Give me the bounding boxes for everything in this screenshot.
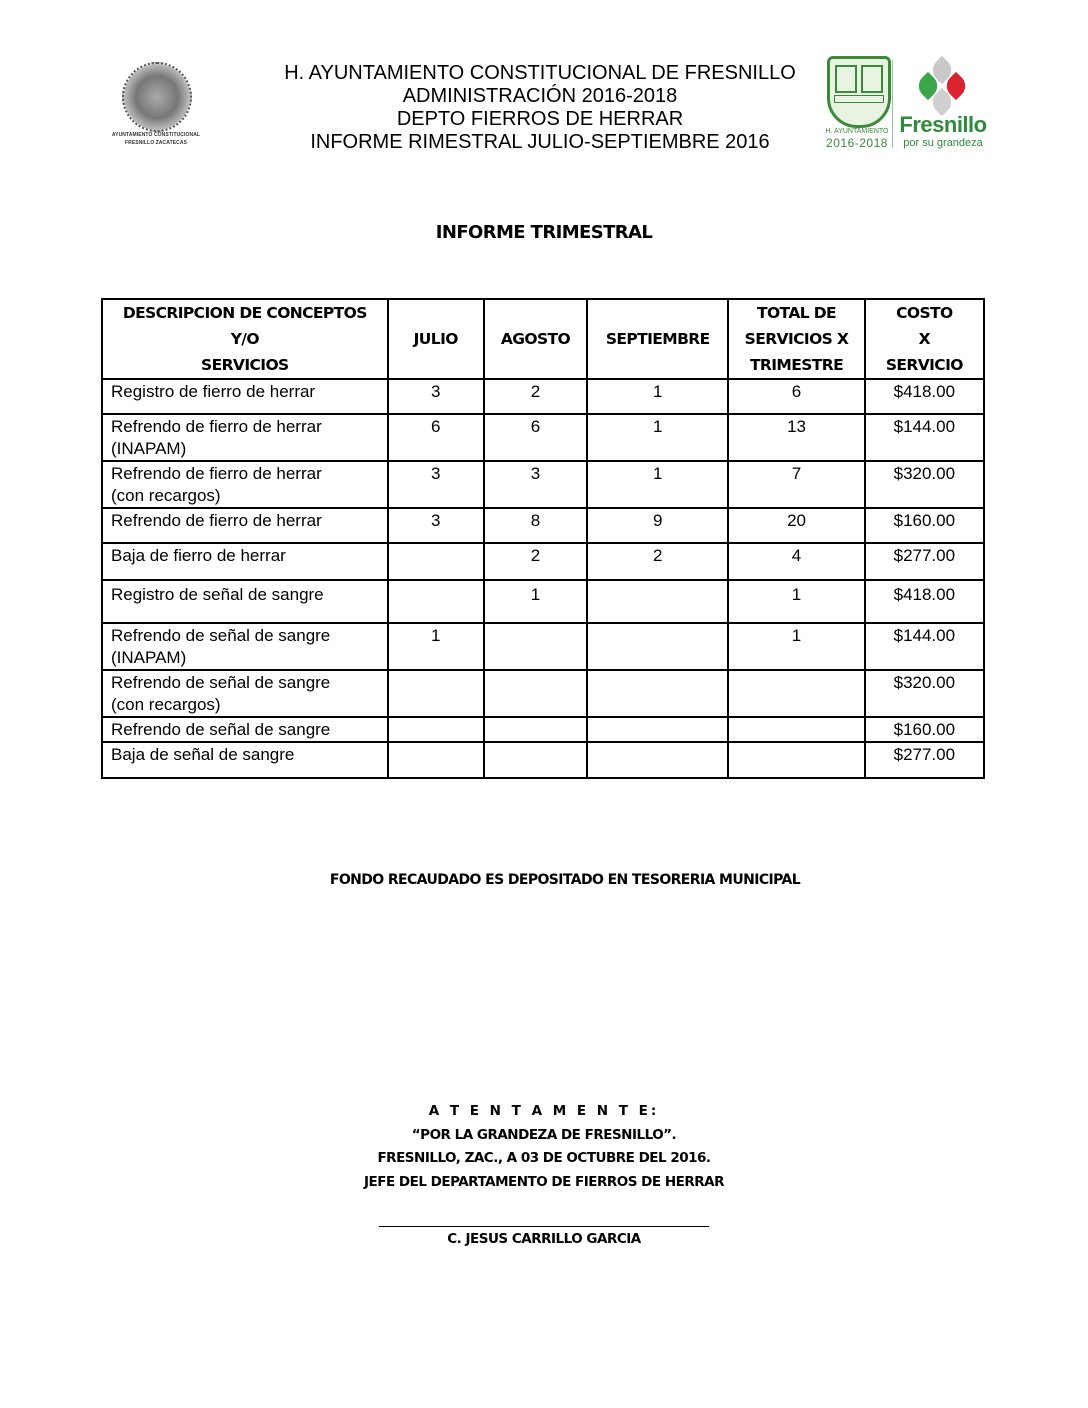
table-row xyxy=(102,414,984,461)
cell-total: 4 xyxy=(728,543,864,580)
document-header xyxy=(250,62,830,154)
cell-total: 1 xyxy=(728,623,864,670)
cell-julio xyxy=(388,670,484,717)
header-septiembre: SEPTIEMBRE xyxy=(587,299,728,379)
greeting: A T E N T A M E N T E: xyxy=(428,1103,660,1119)
cell-costo: $160.00 xyxy=(865,508,984,543)
cell-septiembre: 2 xyxy=(587,543,728,580)
signature-line xyxy=(379,1226,709,1227)
table-row xyxy=(102,742,984,778)
cell-total xyxy=(728,717,864,742)
ayuntamiento-label: H. AYUNTAMIENTO xyxy=(825,128,889,135)
coat-of-arms-icon xyxy=(122,62,192,132)
header-description: DESCRIPCION DE CONCEPTOS Y/O SERVICIOS xyxy=(102,299,388,379)
cell-septiembre xyxy=(587,717,728,742)
brand-name: Fresnillo xyxy=(899,112,987,137)
cell-agosto: 8 xyxy=(484,508,587,543)
row-description: Refrendo de señal de sangre xyxy=(102,717,388,742)
row-description: Refrendo de fierro de herrar xyxy=(102,508,388,543)
cell-total xyxy=(728,670,864,717)
cell-julio xyxy=(388,742,484,778)
municipal-shield-icon xyxy=(827,56,891,128)
cell-costo: $160.00 xyxy=(865,717,984,742)
brand-tagline: por su grandeza xyxy=(903,137,983,149)
cell-julio: 3 xyxy=(388,461,484,508)
cell-agosto: 2 xyxy=(484,543,587,580)
signer-name: C. JESUS CARRILLO GARCIA xyxy=(447,1231,641,1247)
motto: “POR LA GRANDEZA DE FRESNILLO”. xyxy=(411,1126,677,1143)
fresnillo-logo xyxy=(824,54,989,154)
cell-total: 20 xyxy=(728,508,864,543)
row-description: Refrendo de señal de sangre (con recargos) xyxy=(102,670,388,717)
cell-costo: $144.00 xyxy=(865,623,984,670)
header-julio: JULIO xyxy=(388,299,484,379)
cell-costo: $320.00 xyxy=(865,670,984,717)
cell-total xyxy=(728,742,864,778)
row-description: Baja de fierro de herrar xyxy=(102,543,388,580)
cell-agosto: 6 xyxy=(484,414,587,461)
cell-agosto: 1 xyxy=(484,580,587,623)
cell-septiembre xyxy=(587,670,728,717)
header-agosto: AGOSTO xyxy=(484,299,587,379)
header-total: TOTAL DE SERVICIOS X TRIMESTRE xyxy=(728,299,864,379)
cell-julio: 3 xyxy=(388,508,484,543)
cell-agosto xyxy=(484,623,587,670)
row-description: Registro de fierro de herrar xyxy=(102,379,388,414)
row-description: Refrendo de fierro de herrar (INAPAM) xyxy=(102,414,388,461)
left-seal xyxy=(104,62,208,150)
cell-julio xyxy=(388,543,484,580)
table-header-row xyxy=(102,299,984,379)
row-description: Registro de señal de sangre xyxy=(102,580,388,623)
cell-total: 6 xyxy=(728,379,864,414)
cell-agosto xyxy=(484,717,587,742)
signature-block xyxy=(0,1100,1088,1194)
table-row xyxy=(102,717,984,742)
report-title: INFORME TRIMESTRAL xyxy=(435,222,653,243)
cell-septiembre xyxy=(587,742,728,778)
cell-total: 13 xyxy=(728,414,864,461)
cell-septiembre: 1 xyxy=(587,379,728,414)
table-row xyxy=(102,580,984,623)
cell-septiembre: 9 xyxy=(587,508,728,543)
cell-julio: 3 xyxy=(388,379,484,414)
seal-caption-1: AYUNTAMIENTO CONSTITUCIONAL xyxy=(111,132,201,138)
cell-costo: $418.00 xyxy=(865,379,984,414)
place-date: FRESNILLO, ZAC., A 03 DE OCTUBRE DEL 2016. xyxy=(377,1150,711,1166)
cell-julio: 1 xyxy=(388,623,484,670)
cell-julio: 6 xyxy=(388,414,484,461)
cell-costo: $144.00 xyxy=(865,414,984,461)
cell-agosto: 2 xyxy=(484,379,587,414)
cell-septiembre: 1 xyxy=(587,414,728,461)
row-description: Refrendo de fierro de herrar (con recargos) xyxy=(102,461,388,508)
logo-divider xyxy=(892,60,893,148)
header-line-1: H. AYUNTAMIENTO CONSTITUCIONAL DE FRESNILLO xyxy=(284,62,796,84)
cell-julio xyxy=(388,717,484,742)
header-costo: COSTO X SERVICIO xyxy=(865,299,984,379)
cell-costo: $277.00 xyxy=(865,742,984,778)
cell-total: 7 xyxy=(728,461,864,508)
table-row xyxy=(102,461,984,508)
cell-agosto xyxy=(484,742,587,778)
cell-agosto: 3 xyxy=(484,461,587,508)
cell-agosto xyxy=(484,670,587,717)
table-row xyxy=(102,508,984,543)
deposit-note: FONDO RECAUDADO ES DEPOSITADO EN TESORERIA MUNICIPAL xyxy=(329,872,801,888)
header-line-4: INFORME RIMESTRAL JULIO-SEPTIEMBRE 2016 xyxy=(310,131,770,153)
cell-costo: $418.00 xyxy=(865,580,984,623)
position: JEFE DEL DEPARTAMENTO DE FIERROS DE HERRAR xyxy=(364,1173,724,1190)
services-table xyxy=(101,298,985,779)
cell-julio xyxy=(388,580,484,623)
cell-septiembre xyxy=(587,623,728,670)
seal-caption-2: FRESNILLO ZACATECAS xyxy=(124,140,188,146)
row-description: Baja de señal de sangre xyxy=(102,742,388,778)
header-line-2: ADMINISTRACIÓN 2016-2018 xyxy=(402,85,678,107)
row-description: Refrendo de señal de sangre (INAPAM) xyxy=(102,623,388,670)
table-row xyxy=(102,670,984,717)
table-row xyxy=(102,623,984,670)
header-line-3: DEPTO FIERROS DE HERRAR xyxy=(396,108,684,130)
administration-years: 2016-2018 xyxy=(826,136,888,150)
table-row xyxy=(102,379,984,414)
cell-costo: $277.00 xyxy=(865,543,984,580)
table-row xyxy=(102,543,984,580)
cell-total: 1 xyxy=(728,580,864,623)
cell-septiembre xyxy=(587,580,728,623)
cell-septiembre: 1 xyxy=(587,461,728,508)
cell-costo: $320.00 xyxy=(865,461,984,508)
